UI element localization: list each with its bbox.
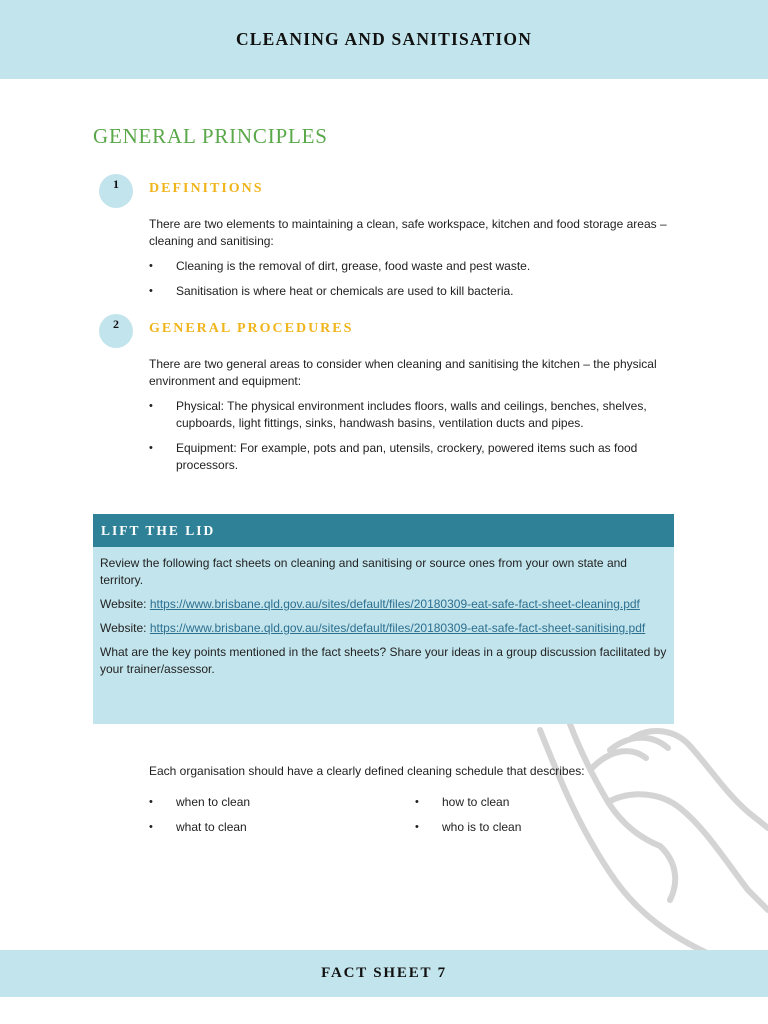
bullet-icon: •: [149, 400, 153, 412]
website-line-2: [100, 620, 667, 637]
bullet-icon: •: [415, 796, 419, 808]
number-badge-2: [99, 314, 133, 348]
list-item: [149, 819, 247, 836]
lift-the-lid-panel: [93, 514, 674, 724]
list-item: [149, 398, 674, 432]
lift-the-lid-intro: Review the following fact sheets on cleaning and sanitising or source ones from your own state and territory.: [100, 556, 627, 587]
sanitising-fact-sheet-link[interactable]: https://www.brisbane.qld.gov.au/sites/default/files/20180309-eat-safe-fact-sheet-sanitising.pdf: [149, 621, 646, 635]
list-item-text: Equipment: For example, pots and pan, utensils, crockery, powered items such as food processors.: [176, 441, 638, 472]
list-item: [149, 283, 674, 300]
procedures-heading: GENERAL PROCEDURES: [149, 321, 354, 336]
list-item: [415, 819, 521, 836]
cleaning-fact-sheet-link[interactable]: https://www.brisbane.qld.gov.au/sites/default/files/20180309-eat-safe-fact-sheet-cleaning.pdf: [149, 597, 640, 611]
section-title: GENERAL PRINCIPLES: [93, 124, 328, 148]
bullet-icon: •: [149, 285, 153, 297]
bullet-icon: •: [149, 821, 153, 833]
list-item: [415, 794, 509, 811]
list-item-text: who is to clean: [442, 820, 522, 834]
bullet-icon: •: [149, 796, 153, 808]
bullet-icon: •: [415, 821, 419, 833]
list-item-text: how to clean: [442, 795, 510, 809]
footer-label: FACT SHEET 7: [321, 965, 447, 981]
lift-the-lid-title: LIFT THE LID: [101, 522, 216, 538]
list-item-text: Sanitisation is where heat or chemicals are used to kill bacteria.: [176, 284, 514, 298]
hands-icon: [520, 720, 768, 952]
website-label: Website:: [100, 597, 147, 611]
definitions-intro: There are two elements to maintaining a clean, safe workspace, kitchen and food storage areas – cleaning and sanitising:: [149, 217, 667, 248]
list-item: [149, 440, 674, 474]
number-badge-label: 1: [113, 177, 119, 191]
procedures-intro: There are two general areas to consider when cleaning and sanitising the kitchen – the physical environment and equipment:: [149, 357, 657, 388]
header-title: CLEANING AND SANITISATION: [235, 29, 533, 49]
list-item: [149, 794, 250, 811]
list-item: [149, 258, 674, 275]
number-badge-1: [99, 174, 133, 208]
list-item-text: what to clean: [176, 820, 247, 834]
schedule-intro: Each organisation should have a clearly defined cleaning schedule that describes:: [149, 764, 585, 778]
header-banner: [0, 0, 768, 79]
list-item-text: Physical: The physical environment includes floors, walls and ceilings, benches, shelves, cupboards, light fittings, sinks, handwash basins, ventilation ducts and pipes.: [176, 399, 647, 430]
definitions-heading: DEFINITIONS: [149, 181, 264, 196]
number-badge-label: 2: [113, 317, 119, 331]
footer-banner: [0, 950, 768, 997]
lift-the-lid-header: [93, 514, 674, 547]
bullet-icon: •: [149, 442, 153, 454]
lift-the-lid-body: [93, 547, 674, 678]
list-item-text: Cleaning is the removal of dirt, grease, food waste and pest waste.: [176, 259, 531, 273]
website-label: Website:: [100, 621, 147, 635]
list-item-text: when to clean: [176, 795, 251, 809]
lift-the-lid-question: What are the key points mentioned in the fact sheets? Share your ideas in a group discussion facilitated by your trainer/assessor.: [100, 645, 667, 676]
bullet-icon: •: [149, 260, 153, 272]
website-line-1: [100, 596, 667, 613]
